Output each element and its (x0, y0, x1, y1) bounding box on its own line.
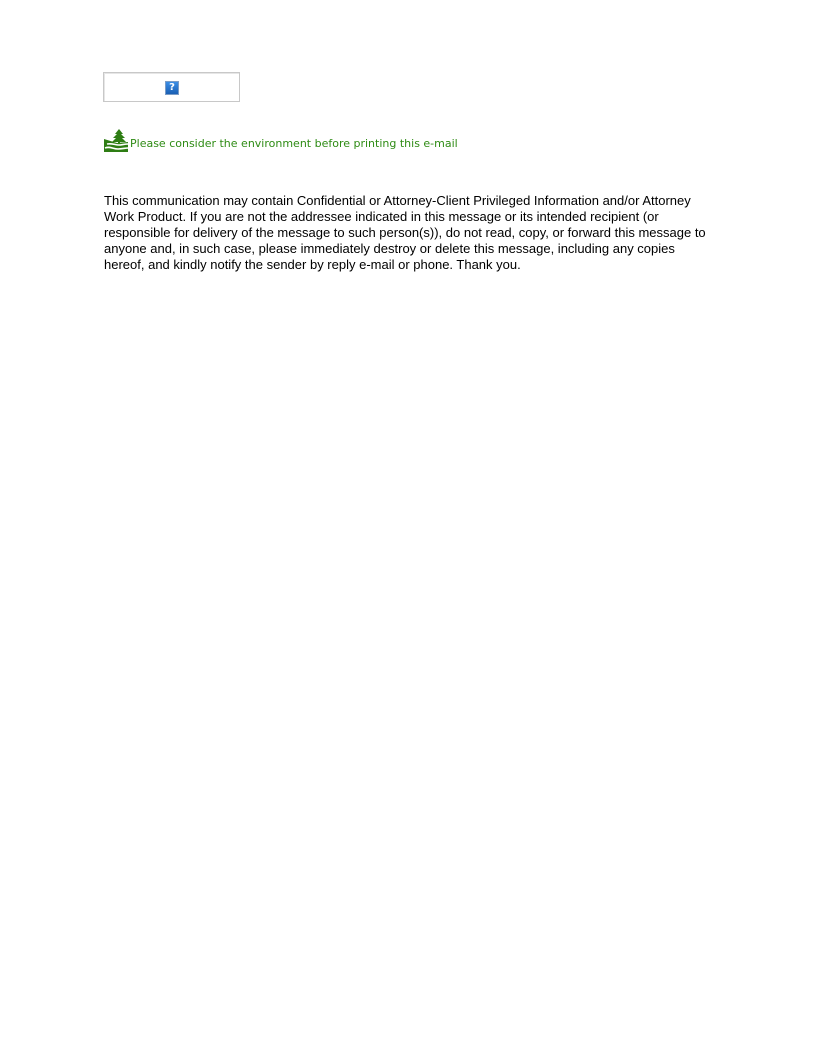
environment-notice-text: Please consider the environment before printing this e-mail (130, 136, 458, 150)
image-placeholder (103, 72, 240, 102)
tree-logo-icon (103, 128, 129, 154)
confidentiality-disclaimer: This communication may contain Confidential or Attorney-Client Privileged Information and/or Attorney Work Product. If you are not the addressee indicated in this message or its intended recipient (or responsible for delivery of the message to such person(s)), do not read, copy, or forward this message to anyone and, in such case, please immediately destroy or delete this message, including any copies hereof, and kindly notify the sender by reply e-mail or phone. Thank you. (104, 193, 706, 272)
broken-image-icon: ? (165, 81, 179, 95)
environment-notice (103, 128, 458, 154)
